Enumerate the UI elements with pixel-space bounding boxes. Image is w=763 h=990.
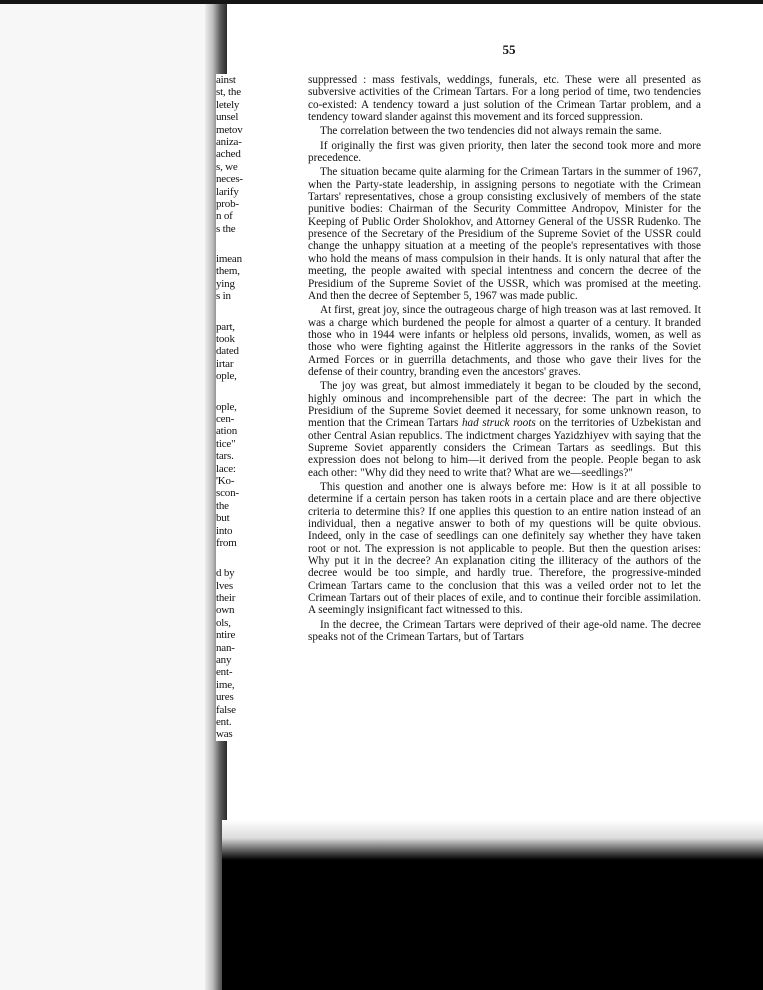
facing-page-fragment: them, — [216, 265, 240, 278]
facing-page-fragment: ntire — [216, 629, 236, 642]
page-number: 55 — [502, 42, 516, 57]
facing-page-fragment: own — [216, 604, 235, 617]
paragraph: The situation became quite alarming for the Crimean Tartars in the summer of 1967, when the Party-state leadership, in assigning persons to negotiate with the Crimean Tartars' representatives, chose a group consisting exclusively of members of the state punitive bodies: Chairman of the Security Committee Andropov, Minister for the Keeping of Public Order Sholokhov, and Attorney General of the USSR Rudenko. The presence of the Secretary of the Presidium of the Supreme Soviet of the USSR could change the unhappy situation at a meeting of the people's representatives with those who hold the means of mass compulsion in their hands. It is only natural that after the meeting, the people awaited with special intentness and concern the decree of the Presidium of the Supreme Soviet of the USSR, which was promised at the meeting. And then the decree of September 5, 1967 was made public. — [308, 166, 701, 302]
facing-page-fragment: dated — [216, 345, 239, 358]
paragraph — [308, 380, 701, 479]
facing-page-fragment: but — [216, 512, 230, 525]
facing-page-fragment: scon- — [216, 487, 239, 500]
facing-page-fragment: d by — [216, 567, 235, 580]
facing-page-fragment: ent. — [216, 715, 232, 728]
facing-page-fragment: was — [216, 728, 233, 741]
facing-page — [0, 4, 215, 990]
fragment-gap — [216, 303, 268, 321]
fragment-gap — [216, 383, 268, 401]
facing-page-fragment: ainst — [216, 74, 236, 86]
facing-page-fragment: metov — [216, 123, 243, 136]
facing-page-fragment: ople, — [216, 370, 237, 383]
facing-page-fragment: ached — [216, 148, 241, 161]
facing-page-fragment: aniza- — [216, 135, 242, 148]
facing-page-fragment: s in — [216, 290, 231, 303]
facing-page-fragment: prob- — [216, 197, 239, 210]
paragraph: At first, great joy, since the outrageous charge of high treason was at last removed. It was a charge which burdened the people for almost a quarter of a century. It branded those who in 1944 were infants or helpless old persons, invalids, women, as well as those who were fighting against the Hitlerite aggressors in the ranks of the Soviet Armed Forces or in guerrilla detachments, and those who gave their lives for the defense of their country, branding even the ancestors' graves. — [308, 304, 701, 378]
facing-page-fragment: part, — [216, 320, 235, 333]
page-body — [308, 74, 701, 645]
facing-page-fragment: into — [216, 524, 233, 537]
facing-page-fragment: from — [216, 536, 237, 549]
paragraph: The correlation between the two tendencies did not always remain the same. — [320, 125, 662, 138]
facing-page-fragment: lace: — [216, 462, 236, 475]
facing-page-fragment: tars. — [216, 450, 234, 463]
facing-page-fragment: unsel — [216, 111, 239, 124]
facing-page-fragment: ures — [216, 691, 234, 704]
facing-page-fragment: neces- — [216, 173, 243, 186]
paragraph: This question and another one is always before me: How is it at all possible to determine if a certain person has taken roots in a certain place and are there objective criteria to determine this? If one applies this question to an entire nation instead of an individual, then a negative answer to both of my questions will be quite obvious. Indeed, only in the case of seedlings can one definitely say whether they have taken root or not. The expression is not applicable to people. But then the question arises: Why put it in the decree? An explanation citing the illiteracy of the authors of the decree would be too simple, and hardly true. Therefore, the progressive-minded Crimean Tartars came to the conclusion that this was a veiled order not to let the Crimean Tartars out of their places of exile, and to continue their forcible assimilation. A seemingly insignificant fact witnessed to this. — [308, 481, 701, 617]
facing-page-fragment: nan- — [216, 641, 235, 654]
facing-page-fragment: any — [216, 654, 232, 667]
facing-page-fragment: s, we — [216, 160, 238, 173]
facing-page-fragment: ime, — [216, 678, 235, 691]
paragraph-text: on the territories of Uzbekistan and other Central Asian republics. The indictment charges Yazidzhiyev with saying that the Supreme Soviet apparently considers the Crimean Tartars as seedlings. But this expression does not belong to him—it derived from the people. People began to ask each other: "Why did they need to write that? What are we—seedlings?" — [308, 417, 701, 479]
facing-page-text-fragments — [216, 74, 268, 741]
facing-page-fragment: ation — [216, 425, 237, 438]
facing-page-fragment: st, the — [216, 86, 241, 99]
fragment-gap — [216, 549, 268, 567]
facing-page-fragment: ols, — [216, 616, 231, 629]
facing-page-fragment: imean — [216, 253, 242, 266]
facing-page-fragment: ent- — [216, 666, 233, 679]
facing-page-fragment: larify — [216, 185, 239, 198]
facing-page-fragment: letely — [216, 98, 240, 111]
scan-bottom-black — [222, 860, 763, 990]
facing-page-fragment: cen- — [216, 412, 235, 425]
italic-phrase: had struck roots — [461, 417, 536, 430]
facing-page-fragment: ople, — [216, 400, 237, 413]
fragment-gap — [216, 235, 268, 253]
facing-page-fragment: irtar — [216, 357, 234, 370]
paragraph: If originally the first was given priority, then later the second took more and more precedence. — [308, 139, 701, 165]
paragraph-text: The joy was great, but almost immediately it began to be clouded by the second, highly ominous and incomprehensible part of the decree: The part in which the Presidium of the Supreme Soviet deemed it necessary, for some unknown reason, to mention that the Crimean Tartars — [308, 380, 701, 430]
scan-bottom-shadow — [222, 820, 763, 860]
facing-page-fragment: n of — [216, 210, 233, 223]
facing-page-fragment: false — [216, 703, 236, 716]
facing-page-fragment: 'Ko- — [216, 474, 235, 487]
facing-page-fragment: ying — [216, 277, 235, 290]
facing-page-fragment: tice" — [216, 437, 236, 450]
facing-page-fragment: took — [216, 333, 235, 346]
facing-page-fragment: their — [216, 592, 236, 605]
paragraph: suppressed : mass festivals, weddings, funerals, etc. These were all presented as subversive activities of the Crimean Tartars. For a long period of time, two tendencies co-existed: A tendency toward a just solution of the Crimean Tartar problem, and a tendency toward slander against this movement and its forced suppression. — [308, 74, 701, 124]
facing-page-fragment: lves — [216, 579, 233, 592]
facing-page-fragment: s the — [216, 222, 236, 235]
paragraph: In the decree, the Crimean Tartars were deprived of their age-old name. The decree speaks not of the Crimean Tartars, but of Tartars — [308, 618, 701, 644]
facing-page-fragment: the — [216, 499, 229, 512]
